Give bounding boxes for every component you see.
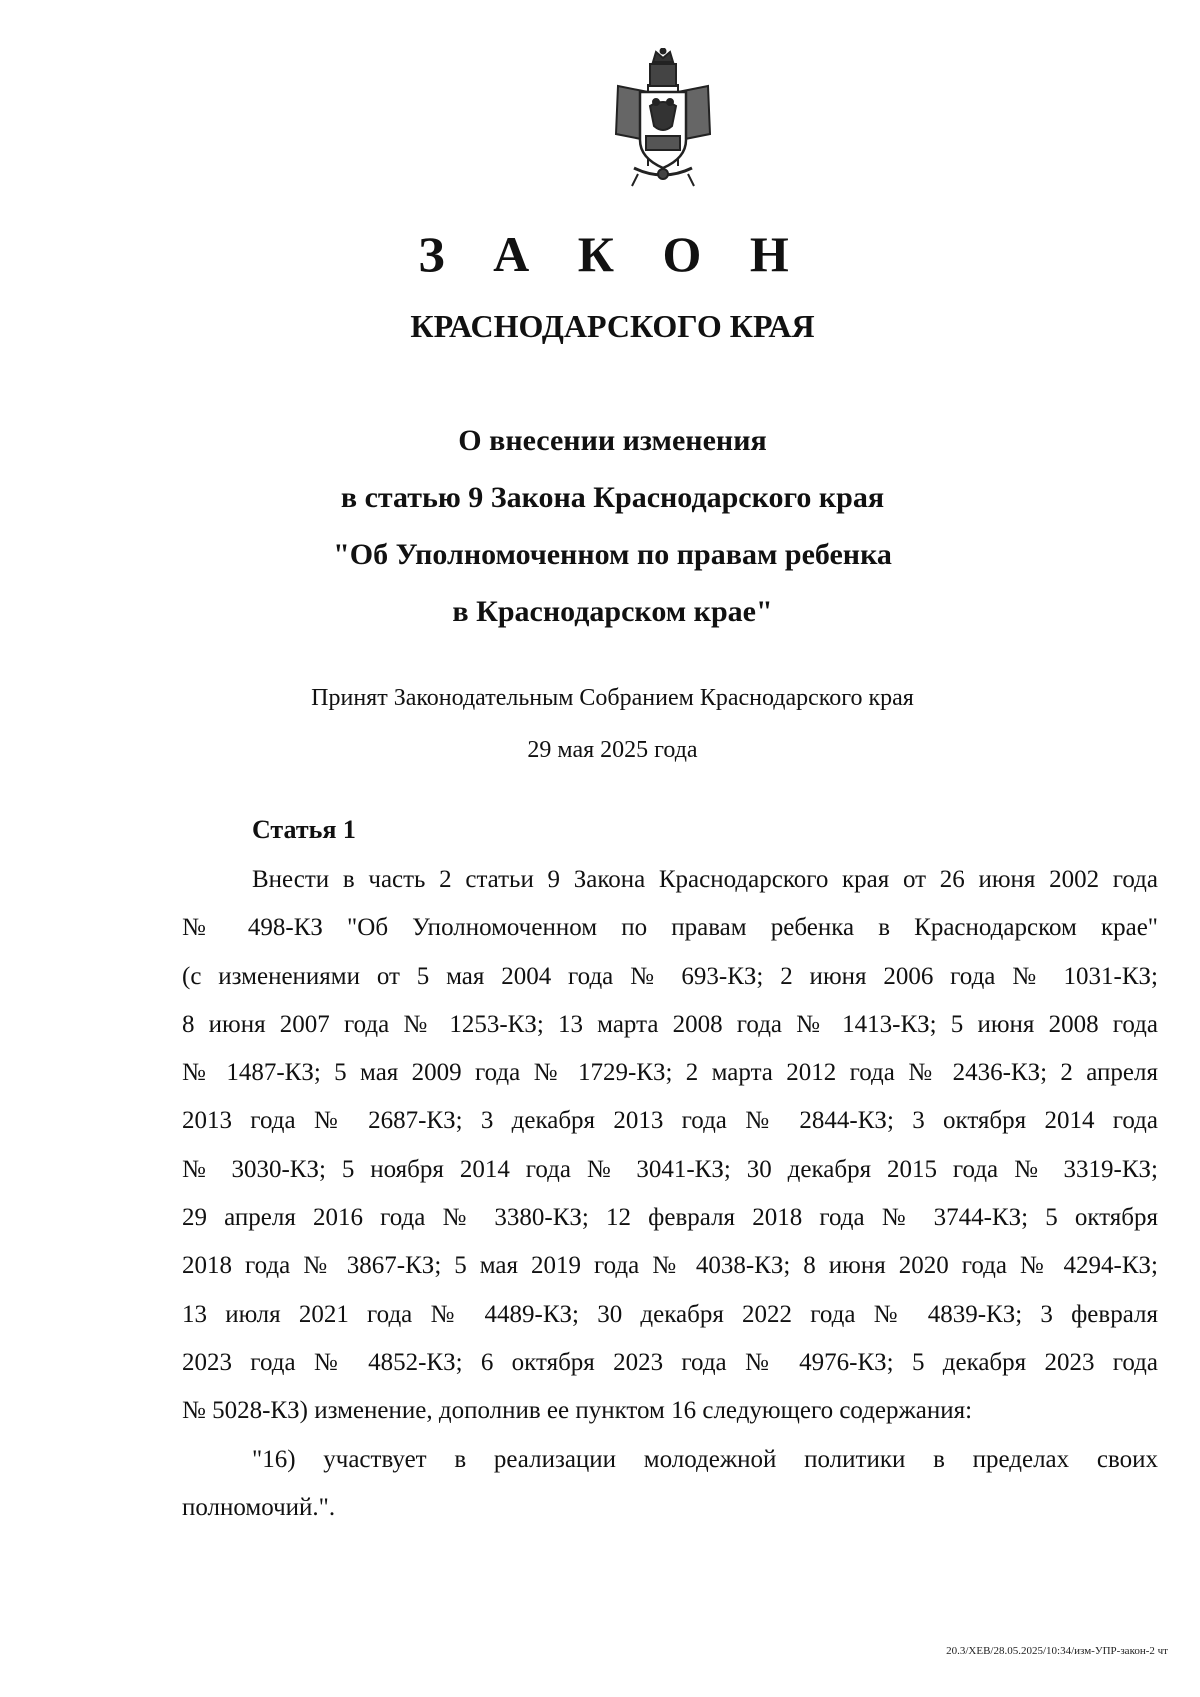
body-line: 8 июня 2007 года № 1253-КЗ; 13 марта 2008 года № 1413-КЗ; 5 июня 2008 года bbox=[182, 1010, 1158, 1038]
law-title-line: в статью 9 Закона Краснодарского края bbox=[340, 481, 885, 514]
law-heading: З А К О Н bbox=[418, 226, 807, 282]
body-line: Внести в часть 2 статьи 9 Закона Краснодарского края от 26 июня 2002 года bbox=[252, 866, 1158, 893]
quote-line: "16) участвует в реализации молодежной политики в пределах своих bbox=[252, 1445, 1158, 1473]
body-line: 2013 года № 2687-КЗ; 3 декабря 2013 года № 2844-КЗ; 3 октября 2014 года bbox=[182, 1107, 1158, 1135]
body-line: (с изменениями от 5 мая 2004 года № 693-КЗ; 2 июня 2006 года № 1031-КЗ; bbox=[182, 962, 1158, 990]
adoption-info bbox=[0, 672, 1200, 776]
region-heading: КРАСНОДАРСКОГО КРАЯ bbox=[410, 308, 815, 344]
adoption-date: 29 мая 2025 года bbox=[527, 737, 698, 763]
body-line: № 5028-КЗ) изменение, дополнив ее пунктом 16 следующего содержания: bbox=[182, 1397, 973, 1425]
law-title-line: "Об Уполномоченном по правам ребенка bbox=[333, 538, 892, 571]
body-line: № 3030-КЗ; 5 ноября 2014 года № 3041-КЗ; 30 декабря 2015 года № 3319-КЗ; bbox=[182, 1155, 1158, 1183]
law-title-line: в Краснодарском крае" bbox=[452, 595, 773, 628]
law-title-line: О внесении изменения bbox=[458, 424, 767, 457]
registration-code: 20.3/ХЕВ/28.05.2025/10:34/изм-УПР-закон-2 чт bbox=[946, 1645, 1168, 1657]
body-line: № 498-КЗ "Об Уполномоченном по правам ребенка в Краснодарском крае" bbox=[182, 914, 1158, 942]
body-line: 2023 года № 4852-КЗ; 6 октября 2023 года № 4976-КЗ; 5 декабря 2023 года bbox=[182, 1348, 1158, 1376]
body-line: 29 апреля 2016 года № 3380-КЗ; 12 февраля 2018 года № 3744-КЗ; 5 октября bbox=[182, 1204, 1158, 1232]
adoption-line: Принят Законодательным Собранием Краснодарского края bbox=[311, 685, 914, 711]
coat-of-arms-emblem bbox=[598, 48, 728, 190]
law-title bbox=[0, 412, 1200, 640]
body-line: 2018 года № 3867-КЗ; 5 мая 2019 года № 4038-КЗ; 8 июня 2020 года № 4294-КЗ; bbox=[182, 1252, 1158, 1280]
article-title: Статья 1 bbox=[252, 815, 356, 844]
body-line: № 1487-КЗ; 5 мая 2009 года № 1729-КЗ; 2 марта 2012 года № 2436-КЗ; 2 апреля bbox=[182, 1059, 1158, 1087]
article-body bbox=[182, 856, 1158, 1532]
body-line: 13 июля 2021 года № 4489-КЗ; 30 декабря 2022 года № 4839-КЗ; 3 февраля bbox=[182, 1300, 1158, 1328]
quote-line: полномочий.". bbox=[182, 1493, 336, 1521]
